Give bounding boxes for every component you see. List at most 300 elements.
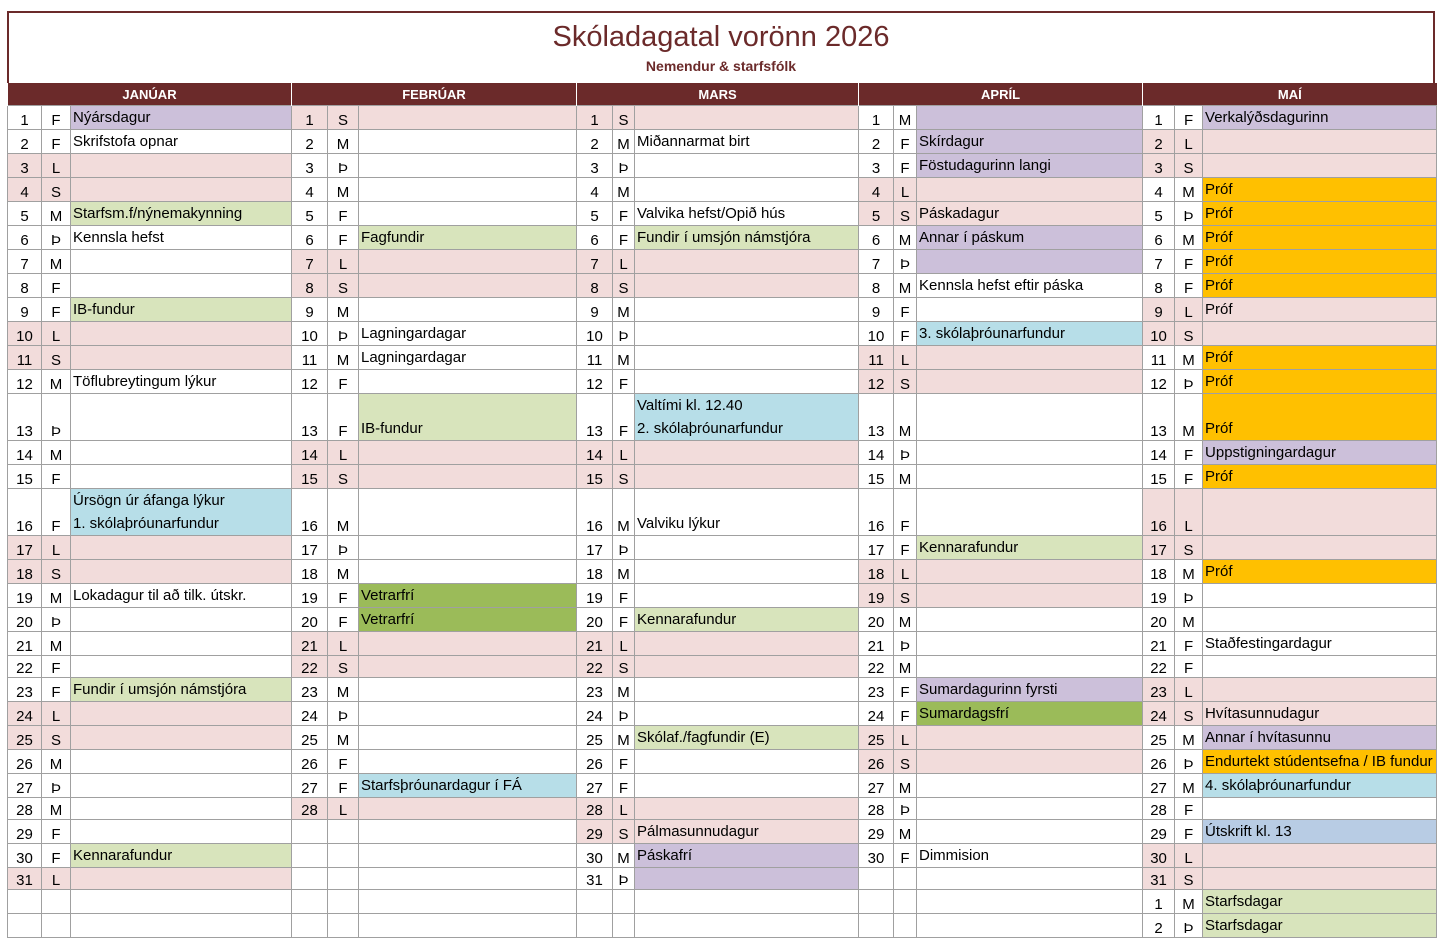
event-cell xyxy=(917,656,1143,678)
day-number: 23 xyxy=(8,678,42,702)
event-cell: Staðfestingardagur xyxy=(1203,632,1437,656)
weekday-letter: F xyxy=(613,202,635,226)
event-cell xyxy=(1203,489,1437,536)
day-number: 27 xyxy=(292,774,328,798)
day-number: 28 xyxy=(292,798,328,820)
event-cell: Kennsla hefst eftir páska xyxy=(917,274,1143,298)
day-number: 22 xyxy=(1143,656,1175,678)
weekday-letter: Þ xyxy=(613,702,635,726)
day-row xyxy=(8,560,1437,584)
weekday-letter: L xyxy=(42,154,71,178)
event-cell xyxy=(71,726,292,750)
month-header: JANÚAR xyxy=(8,83,292,106)
event-cell xyxy=(1203,798,1437,820)
day-number: 27 xyxy=(1143,774,1175,798)
day-row xyxy=(8,536,1437,560)
event-cell xyxy=(359,656,577,678)
weekday-letter: Þ xyxy=(1175,370,1203,394)
event-cell: Próf xyxy=(1203,560,1437,584)
weekday-letter: L xyxy=(894,560,917,584)
weekday-letter: M xyxy=(613,298,635,322)
weekday-letter: S xyxy=(613,465,635,489)
weekday-letter: S xyxy=(42,560,71,584)
event-cell xyxy=(1203,322,1437,346)
event-cell xyxy=(359,202,577,226)
event-cell xyxy=(359,750,577,774)
weekday-letter: M xyxy=(613,178,635,202)
event-cell: Valviku lýkur xyxy=(635,489,859,536)
event-cell: Annar í páskum xyxy=(917,226,1143,250)
event-cell xyxy=(635,702,859,726)
weekday-letter: S xyxy=(894,584,917,608)
event-cell: Skólaf./fagfundir (E) xyxy=(635,726,859,750)
event-cell: IB-fundur xyxy=(359,394,577,441)
weekday-letter: F xyxy=(42,298,71,322)
day-number: 29 xyxy=(577,820,613,844)
weekday-letter: S xyxy=(613,274,635,298)
event-cell xyxy=(635,774,859,798)
day-number: 7 xyxy=(1143,250,1175,274)
event-cell xyxy=(917,820,1143,844)
weekday-letter: F xyxy=(894,844,917,868)
day-number: 16 xyxy=(1143,489,1175,536)
day-number: 20 xyxy=(8,608,42,632)
day-number: 9 xyxy=(8,298,42,322)
weekday-letter: F xyxy=(613,750,635,774)
day-number: 4 xyxy=(8,178,42,202)
event-cell xyxy=(635,322,859,346)
event-cell xyxy=(359,298,577,322)
day-number: 29 xyxy=(1143,820,1175,844)
weekday-letter: M xyxy=(328,130,359,154)
day-number: 30 xyxy=(859,844,894,868)
weekday-letter xyxy=(328,890,359,914)
event-cell: Miðannarmat birt xyxy=(635,130,859,154)
event-cell xyxy=(71,560,292,584)
event-cell: Kennarafundur xyxy=(71,844,292,868)
event-cell: Nýársdagur xyxy=(71,106,292,130)
event-cell xyxy=(359,274,577,298)
event-cell xyxy=(635,678,859,702)
event-cell xyxy=(71,250,292,274)
day-number: 16 xyxy=(859,489,894,536)
weekday-letter: Þ xyxy=(1175,584,1203,608)
day-number: 26 xyxy=(8,750,42,774)
day-number: 11 xyxy=(1143,346,1175,370)
day-number: 2 xyxy=(292,130,328,154)
weekday-letter: F xyxy=(613,608,635,632)
event-cell xyxy=(1203,130,1437,154)
weekday-letter: M xyxy=(894,465,917,489)
weekday-letter: L xyxy=(613,250,635,274)
weekday-letter: F xyxy=(894,702,917,726)
event-cell xyxy=(635,890,859,914)
weekday-letter: L xyxy=(613,441,635,465)
day-number: 7 xyxy=(859,250,894,274)
weekday-letter: L xyxy=(1175,489,1203,536)
day-number: 12 xyxy=(577,370,613,394)
day-number: 19 xyxy=(577,584,613,608)
event-cell xyxy=(635,750,859,774)
day-number: 18 xyxy=(292,560,328,584)
weekday-letter: F xyxy=(328,202,359,226)
day-number: 10 xyxy=(859,322,894,346)
month-header: MARS xyxy=(577,83,859,106)
event-cell xyxy=(359,914,577,938)
event-cell xyxy=(917,560,1143,584)
event-cell: Skírdagur xyxy=(917,130,1143,154)
event-cell xyxy=(635,250,859,274)
weekday-letter: F xyxy=(613,226,635,250)
weekday-letter xyxy=(42,914,71,938)
day-number: 30 xyxy=(8,844,42,868)
day-number: 27 xyxy=(577,774,613,798)
day-number: 11 xyxy=(292,346,328,370)
event-cell xyxy=(917,465,1143,489)
day-number: 6 xyxy=(1143,226,1175,250)
weekday-letter: M xyxy=(1175,774,1203,798)
day-number: 2 xyxy=(577,130,613,154)
day-number: 27 xyxy=(859,774,894,798)
day-row xyxy=(8,465,1437,489)
day-number: 21 xyxy=(8,632,42,656)
event-cell xyxy=(917,774,1143,798)
weekday-letter: L xyxy=(894,726,917,750)
weekday-letter: S xyxy=(328,656,359,678)
weekday-letter: S xyxy=(1175,536,1203,560)
day-number: 25 xyxy=(859,726,894,750)
day-number: 28 xyxy=(859,798,894,820)
weekday-letter: F xyxy=(42,465,71,489)
weekday-letter: Þ xyxy=(328,536,359,560)
event-cell xyxy=(1203,154,1437,178)
day-number: 23 xyxy=(577,678,613,702)
event-cell xyxy=(1203,678,1437,702)
day-row xyxy=(8,868,1437,890)
weekday-letter: M xyxy=(328,560,359,584)
weekday-letter: M xyxy=(328,726,359,750)
event-cell xyxy=(635,632,859,656)
day-number: 21 xyxy=(1143,632,1175,656)
weekday-letter: M xyxy=(328,346,359,370)
event-cell xyxy=(917,632,1143,656)
event-cell: Uppstigningardagur xyxy=(1203,441,1437,465)
day-row xyxy=(8,441,1437,465)
day-number: 13 xyxy=(859,394,894,441)
day-number: 7 xyxy=(8,250,42,274)
event-cell: Lagningardagar xyxy=(359,322,577,346)
event-cell xyxy=(359,106,577,130)
day-number: 16 xyxy=(8,489,42,536)
day-number xyxy=(8,914,42,938)
weekday-letter: M xyxy=(42,584,71,608)
event-cell xyxy=(917,441,1143,465)
day-number xyxy=(577,890,613,914)
day-number: 15 xyxy=(8,465,42,489)
event-cell xyxy=(71,750,292,774)
day-number: 12 xyxy=(1143,370,1175,394)
event-cell xyxy=(635,465,859,489)
day-row xyxy=(8,584,1437,608)
event-cell xyxy=(71,346,292,370)
day-number: 13 xyxy=(1143,394,1175,441)
day-number: 22 xyxy=(577,656,613,678)
day-number: 4 xyxy=(292,178,328,202)
day-number: 11 xyxy=(859,346,894,370)
weekday-letter: Þ xyxy=(613,154,635,178)
day-number: 14 xyxy=(859,441,894,465)
weekday-letter: Þ xyxy=(894,250,917,274)
day-number: 18 xyxy=(577,560,613,584)
weekday-letter: F xyxy=(894,298,917,322)
event-cell: Fundir í umsjón námstjóra xyxy=(635,226,859,250)
event-cell xyxy=(71,774,292,798)
day-number: 10 xyxy=(292,322,328,346)
event-cell: Próf xyxy=(1203,465,1437,489)
weekday-letter: F xyxy=(42,844,71,868)
day-number: 19 xyxy=(8,584,42,608)
day-number xyxy=(8,890,42,914)
day-number: 16 xyxy=(292,489,328,536)
event-cell xyxy=(71,154,292,178)
day-number: 2 xyxy=(1143,130,1175,154)
day-number: 28 xyxy=(8,798,42,820)
event-cell: Skrifstofa opnar xyxy=(71,130,292,154)
weekday-letter: M xyxy=(894,774,917,798)
weekday-letter: F xyxy=(328,750,359,774)
weekday-letter: L xyxy=(42,702,71,726)
weekday-letter: M xyxy=(613,130,635,154)
title-banner xyxy=(7,11,1435,83)
weekday-letter: F xyxy=(613,370,635,394)
day-number: 2 xyxy=(859,130,894,154)
day-number: 19 xyxy=(1143,584,1175,608)
weekday-letter: F xyxy=(328,608,359,632)
event-cell: Starfsdagar xyxy=(1203,890,1437,914)
event-cell xyxy=(71,632,292,656)
weekday-letter: F xyxy=(328,774,359,798)
event-cell: Próf xyxy=(1203,274,1437,298)
weekday-letter: M xyxy=(328,298,359,322)
weekday-letter: M xyxy=(894,394,917,441)
weekday-letter: Þ xyxy=(1175,914,1203,938)
event-cell xyxy=(917,370,1143,394)
day-number: 8 xyxy=(577,274,613,298)
weekday-letter: S xyxy=(42,346,71,370)
day-row xyxy=(8,274,1437,298)
event-cell xyxy=(71,890,292,914)
event-cell xyxy=(359,798,577,820)
day-number: 31 xyxy=(8,868,42,890)
day-row xyxy=(8,489,1437,536)
weekday-letter: M xyxy=(894,608,917,632)
page-title: Skóladagatal vorönn 2026 xyxy=(552,21,890,53)
weekday-letter: F xyxy=(42,656,71,678)
day-number: 3 xyxy=(1143,154,1175,178)
weekday-letter: S xyxy=(894,202,917,226)
weekday-letter: M xyxy=(1175,346,1203,370)
weekday-letter: F xyxy=(613,774,635,798)
event-cell xyxy=(1203,584,1437,608)
weekday-letter xyxy=(613,914,635,938)
event-cell xyxy=(1203,656,1437,678)
day-number: 29 xyxy=(859,820,894,844)
day-number: 7 xyxy=(292,250,328,274)
weekday-letter: F xyxy=(328,394,359,441)
weekday-letter: M xyxy=(42,370,71,394)
weekday-letter xyxy=(328,914,359,938)
day-number: 9 xyxy=(1143,298,1175,322)
event-cell xyxy=(71,536,292,560)
day-number: 10 xyxy=(8,322,42,346)
day-number: 20 xyxy=(859,608,894,632)
month-header: FEBRÚAR xyxy=(292,83,577,106)
event-cell xyxy=(635,914,859,938)
day-number: 15 xyxy=(1143,465,1175,489)
event-cell: 3. skólaþróunarfundur xyxy=(917,322,1143,346)
event-cell xyxy=(359,844,577,868)
weekday-letter: M xyxy=(894,656,917,678)
day-number: 20 xyxy=(1143,608,1175,632)
day-number: 23 xyxy=(1143,678,1175,702)
weekday-letter: S xyxy=(1175,868,1203,890)
day-number xyxy=(859,914,894,938)
event-cell: Dimmision xyxy=(917,844,1143,868)
day-number xyxy=(292,914,328,938)
event-cell xyxy=(917,798,1143,820)
day-number: 2 xyxy=(1143,914,1175,938)
event-cell: IB-fundur xyxy=(71,298,292,322)
day-row xyxy=(8,914,1437,938)
day-number xyxy=(859,890,894,914)
day-row xyxy=(8,678,1437,702)
event-cell: Próf xyxy=(1203,202,1437,226)
day-number: 1 xyxy=(1143,106,1175,130)
event-cell xyxy=(917,868,1143,890)
weekday-letter: M xyxy=(42,632,71,656)
weekday-letter: F xyxy=(1175,250,1203,274)
event-cell xyxy=(71,820,292,844)
event-cell: Útskrift kl. 13 xyxy=(1203,820,1437,844)
weekday-letter: Þ xyxy=(613,322,635,346)
event-cell xyxy=(359,370,577,394)
event-cell: Kennarafundur xyxy=(917,536,1143,560)
day-number: 30 xyxy=(1143,844,1175,868)
day-number: 17 xyxy=(859,536,894,560)
day-number: 19 xyxy=(859,584,894,608)
day-number: 14 xyxy=(1143,441,1175,465)
day-number: 21 xyxy=(292,632,328,656)
weekday-letter: L xyxy=(328,250,359,274)
weekday-letter: M xyxy=(613,678,635,702)
event-cell: Sumardagsfrí xyxy=(917,702,1143,726)
weekday-letter: M xyxy=(328,489,359,536)
day-number: 25 xyxy=(8,726,42,750)
day-number: 13 xyxy=(8,394,42,441)
weekday-letter: L xyxy=(894,178,917,202)
weekday-letter: Þ xyxy=(328,154,359,178)
day-row xyxy=(8,394,1437,441)
event-cell xyxy=(71,798,292,820)
weekday-letter: L xyxy=(1175,298,1203,322)
event-cell: Endurtekt stúdentsefna / IB fundur xyxy=(1203,750,1437,774)
month-header-row xyxy=(8,83,1437,106)
day-number: 19 xyxy=(292,584,328,608)
day-number: 22 xyxy=(859,656,894,678)
day-row xyxy=(8,370,1437,394)
weekday-letter: S xyxy=(894,370,917,394)
day-number: 20 xyxy=(577,608,613,632)
day-row xyxy=(8,820,1437,844)
weekday-letter: Þ xyxy=(1175,750,1203,774)
event-cell xyxy=(359,154,577,178)
event-cell xyxy=(1203,536,1437,560)
weekday-letter: F xyxy=(42,130,71,154)
weekday-letter: Þ xyxy=(894,798,917,820)
weekday-letter xyxy=(613,890,635,914)
day-number: 5 xyxy=(8,202,42,226)
event-cell xyxy=(359,441,577,465)
day-row xyxy=(8,346,1437,370)
day-number: 26 xyxy=(859,750,894,774)
weekday-letter: S xyxy=(613,106,635,130)
weekday-letter: F xyxy=(1175,441,1203,465)
event-cell: Próf xyxy=(1203,394,1437,441)
weekday-letter: M xyxy=(894,820,917,844)
event-cell xyxy=(71,656,292,678)
event-cell xyxy=(359,560,577,584)
weekday-letter: F xyxy=(613,584,635,608)
day-row xyxy=(8,130,1437,154)
weekday-letter xyxy=(894,890,917,914)
day-row xyxy=(8,298,1437,322)
event-cell: Töflubreytingum lýkur xyxy=(71,370,292,394)
day-number: 1 xyxy=(292,106,328,130)
day-number: 21 xyxy=(577,632,613,656)
day-number: 28 xyxy=(1143,798,1175,820)
day-number: 28 xyxy=(577,798,613,820)
event-cell xyxy=(71,394,292,441)
event-cell xyxy=(71,178,292,202)
weekday-letter: F xyxy=(328,226,359,250)
event-cell xyxy=(359,465,577,489)
weekday-letter: Þ xyxy=(328,322,359,346)
event-cell xyxy=(359,820,577,844)
day-number: 8 xyxy=(859,274,894,298)
day-number: 30 xyxy=(577,844,613,868)
weekday-letter: F xyxy=(1175,798,1203,820)
day-row xyxy=(8,632,1437,656)
event-cell: Páskadagur xyxy=(917,202,1143,226)
weekday-letter xyxy=(328,820,359,844)
day-number: 12 xyxy=(292,370,328,394)
day-number xyxy=(292,868,328,890)
weekday-letter: S xyxy=(1175,702,1203,726)
day-number: 1 xyxy=(859,106,894,130)
weekday-letter: L xyxy=(613,798,635,820)
day-number: 14 xyxy=(577,441,613,465)
weekday-letter: Þ xyxy=(613,536,635,560)
event-cell xyxy=(635,441,859,465)
event-cell xyxy=(359,130,577,154)
day-number: 12 xyxy=(8,370,42,394)
weekday-letter: M xyxy=(613,560,635,584)
event-cell xyxy=(635,868,859,890)
weekday-letter: L xyxy=(1175,130,1203,154)
day-number: 10 xyxy=(1143,322,1175,346)
page-subtitle: Nemendur & starfsfólk xyxy=(645,58,797,74)
day-number: 9 xyxy=(577,298,613,322)
